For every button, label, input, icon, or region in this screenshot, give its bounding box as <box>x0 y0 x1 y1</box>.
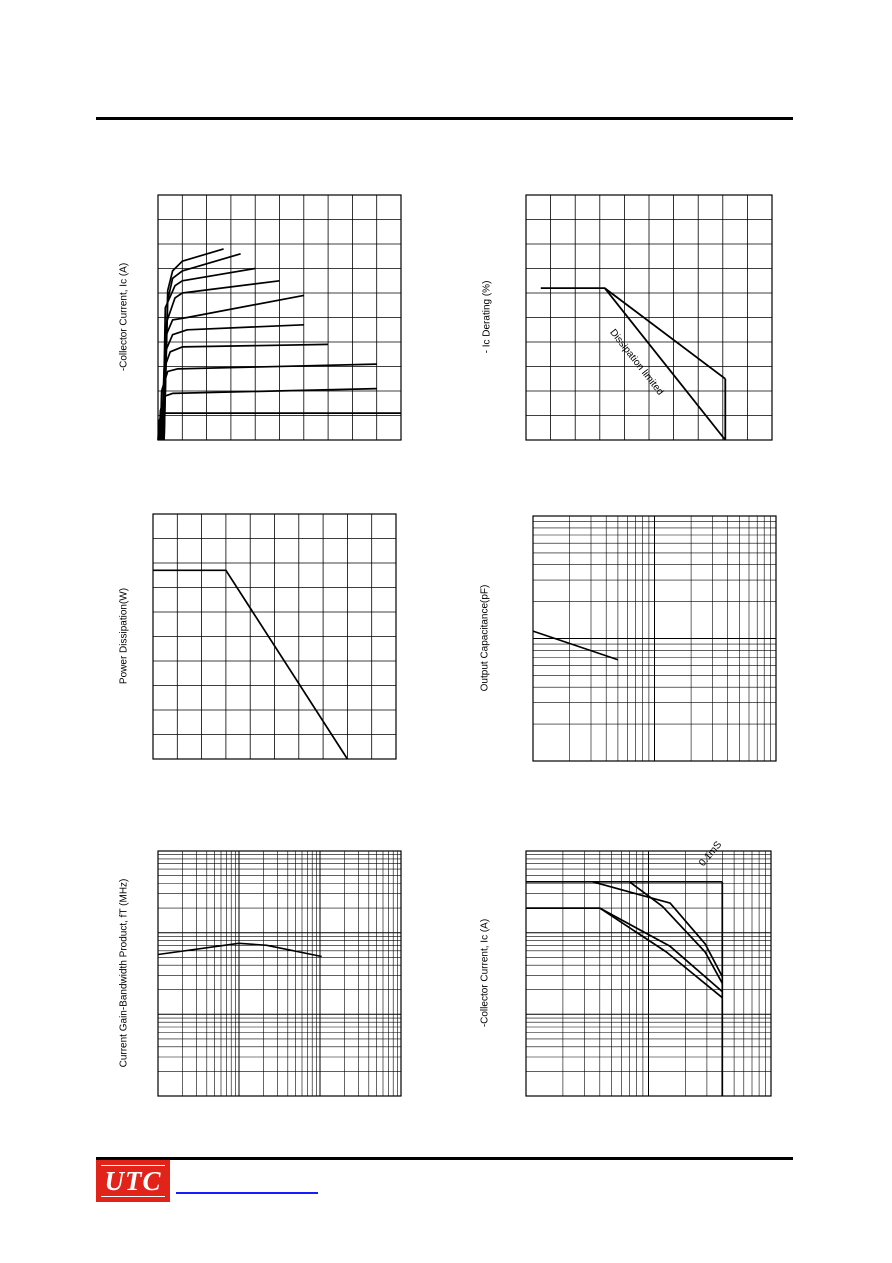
chart-output-capacitance <box>533 516 779 761</box>
grid <box>153 514 396 759</box>
chart-collector-current-characteristics <box>158 195 408 440</box>
series-line-3 <box>593 882 723 977</box>
grid <box>526 851 771 1096</box>
grid <box>526 195 772 440</box>
website-link[interactable] <box>176 1192 318 1194</box>
series-line-7 <box>163 281 280 440</box>
logo-text: UTC <box>104 1165 162 1196</box>
chart5-ylabel: Current Gain-Bandwidth Product, fT (MHz) <box>118 878 130 1068</box>
grid <box>158 851 401 1096</box>
footer-rule <box>96 1157 793 1160</box>
chart-safe-operating-area <box>526 839 774 1098</box>
series-line-8 <box>163 269 255 441</box>
chart-power-dissipation <box>153 514 398 759</box>
plot-frame <box>158 851 401 1096</box>
chart2-ylabel: - Ic Derating (%) <box>481 280 493 354</box>
chart-ic-derating <box>526 195 776 440</box>
chart4-ylabel: Output Capacitance(pF) <box>479 584 491 692</box>
chart1-ylabel: -Collector Current, Ic (A) <box>118 262 130 372</box>
series-line-2 <box>159 389 377 440</box>
dissipation-limited-annotation: Dissipation limited <box>607 327 666 398</box>
chart6-ylabel: -Collector Current, Ic (A) <box>479 918 491 1028</box>
series-line-2 <box>605 288 726 440</box>
header-rule <box>96 117 793 120</box>
chart-gain-bandwidth-product <box>158 851 404 1096</box>
series-line-3 <box>160 364 376 440</box>
utc-logo <box>96 1160 170 1202</box>
grid <box>533 516 776 761</box>
grid <box>158 195 401 440</box>
time-annotation: 0.1mS <box>697 839 725 869</box>
series-line-1 <box>533 631 618 660</box>
logo-frame <box>101 1165 165 1197</box>
chart3-ylabel: Power Dissipation(W) <box>118 587 130 685</box>
